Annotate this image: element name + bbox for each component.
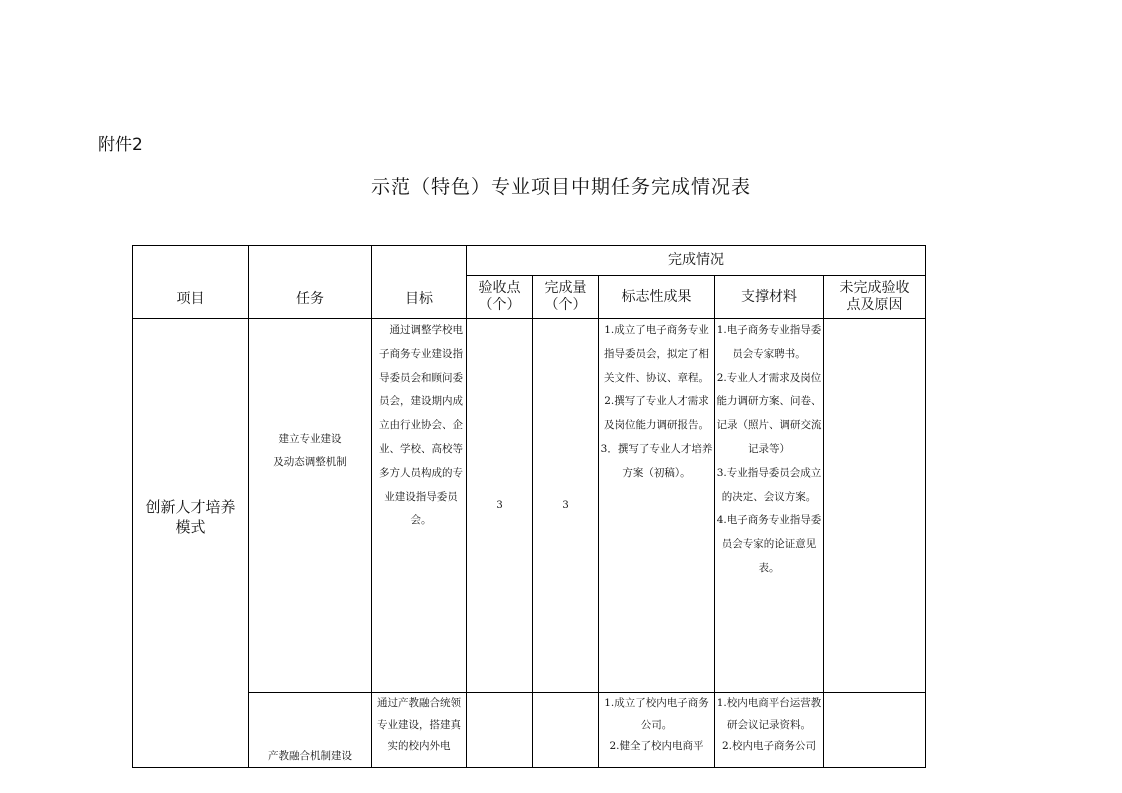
task-completion-table — [132, 245, 926, 768]
goal-cell: 通过调整学校电子商务专业建设指导委员会和顾问委员会，建设期内成立由行业协会、企业、学校、高校等多方人员构成的专业建设指导委员会。 — [372, 319, 467, 693]
attachment-label: 附件2 — [98, 135, 143, 155]
header-completion-group: 完成情况 — [467, 246, 926, 276]
material-item: 1.电子商务专业指导委员会专家聘书。 — [716, 324, 822, 360]
material-item: 4.电子商务专业指导委员会专家的论证意见表。 — [716, 514, 822, 574]
unfinished-cell — [824, 319, 926, 693]
material-item: 1.校内电商平台运营教研会议记录资料。 — [716, 697, 822, 731]
header-completed: 完成量 （个） — [533, 276, 599, 319]
table-row — [133, 319, 926, 693]
unfinished-cell — [824, 693, 926, 768]
header-goal: 目标 — [372, 246, 467, 319]
header-task: 任务 — [249, 246, 372, 319]
material-item: 2.专业人才需求及岗位能力调研方案、问卷、记录（照片、调研交流记录等） — [716, 371, 822, 455]
header-unfinished: 未完成验收 点及原因 — [824, 276, 926, 319]
completed-cell: 3 — [533, 319, 599, 693]
goal-cell: 通过产教融合统领专业建设，搭建真实的校内外电 — [372, 693, 467, 768]
header-materials: 支撑材料 — [715, 276, 824, 319]
materials-cell — [715, 693, 824, 768]
outcomes-cell — [599, 693, 715, 768]
header-outcomes: 标志性成果 — [599, 276, 715, 319]
outcomes-cell — [599, 319, 715, 693]
page-title: 示范（特色）专业项目中期任务完成情况表 — [370, 176, 751, 198]
outcome-item: 1.成立了电子商务专业指导委员会，拟定了相关文件、协议、章程。 — [604, 324, 709, 384]
header-checkpoints: 验收点 （个） — [467, 276, 533, 319]
checkpoints-cell — [467, 693, 533, 768]
material-item: 2.校内电子商务公司 — [721, 740, 817, 752]
outcome-item: 3．撰写了专业人才培养方案（初稿）。 — [600, 442, 713, 479]
task-cell: 产教融合机制建设 — [249, 693, 372, 768]
materials-cell — [715, 319, 824, 693]
table-row — [133, 693, 926, 768]
checkpoints-cell: 3 — [467, 319, 533, 693]
outcome-item: 1.成立了校内电子商务公司。 — [604, 697, 709, 731]
project-name-cell: 创新人才培养 模式 — [133, 319, 249, 768]
completed-cell — [533, 693, 599, 768]
outcome-item: 2.健全了校内电商平 — [609, 740, 704, 752]
outcome-item: 2.撰写了专业人才需求及岗位能力调研报告。 — [604, 395, 709, 432]
material-item: 3.专业指导委员会成立的决定、会议方案。 — [716, 466, 822, 503]
task-cell: 建立专业建设 及动态调整机制 — [249, 319, 372, 693]
header-project: 项目 — [133, 246, 249, 319]
